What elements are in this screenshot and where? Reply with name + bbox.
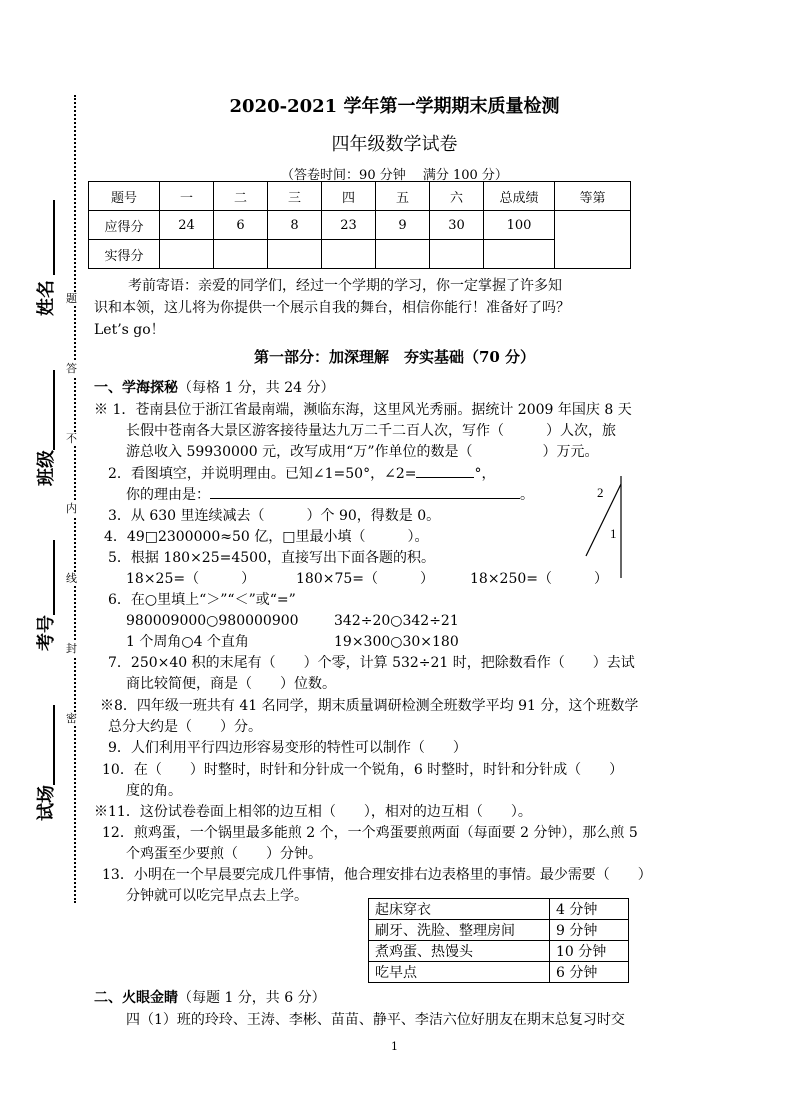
question-6b: 342÷20○342÷21: [334, 613, 459, 629]
exam-number-label: 考号: [36, 615, 57, 651]
score-input-cell[interactable]: [322, 240, 376, 269]
class-label: 班级: [36, 450, 57, 486]
score-input-cell[interactable]: [160, 240, 214, 269]
section2-line1: 四（1）班的玲玲、王涛、李彬、苗苗、静平、李洁六位好朋友在期末总复习时交: [126, 1012, 625, 1028]
task-time: 10 分钟: [550, 941, 629, 962]
question-10-line1: 10．在（ ）时整时，时针和分针成一个锐角，6 时整时，时针和分针成（ ）: [102, 762, 624, 778]
question-5b: 180×75=（ ）: [296, 571, 434, 587]
sidebar-char: 内: [66, 502, 77, 515]
question-1-line2: 长假中苍南各大景区游客接待量达九万二千二百人次，写作（ ）人次，旅: [126, 423, 616, 439]
page-number: 1: [391, 1040, 398, 1053]
part1-title: 第一部分：加深理解 夯实基础（70 分）: [253, 348, 536, 366]
question-12-line2: 个鸡蛋至少要煎（ ）分钟。: [126, 846, 322, 862]
angle-label-2: 2: [597, 485, 604, 500]
score-input-cell[interactable]: [268, 240, 322, 269]
score-header: 六: [430, 182, 484, 211]
score-cell: 23: [322, 211, 376, 240]
question-6d: 19×300○30×180: [334, 634, 459, 650]
exam-room-fill-line[interactable]: [53, 705, 55, 785]
score-cell: 实得分: [89, 240, 160, 269]
question-2-end: °，: [474, 466, 496, 482]
section1-heading: [94, 378, 335, 399]
task-row: [369, 941, 629, 962]
task-table: [368, 898, 629, 983]
intro-line: 识和本领，这儿将为你提供一个展示自我的舞台，相信你能行！准备好了吗？: [94, 300, 570, 316]
question-13-line1: 13．小明在一个早晨要完成几件事情，他合理安排右边表格里的事情。最少需要（ ）: [102, 867, 652, 883]
sidebar-char: 密: [66, 712, 77, 725]
exam-room-label: 试场: [36, 785, 57, 821]
binding-dotted-line: [74, 95, 76, 903]
question-7-line2: 商比较简便，商是（ ）位数。: [126, 676, 336, 692]
question-10-line2: 度的角。: [126, 783, 182, 799]
question-11: ※11．这份试卷卷面上相邻的边互相（ ），相对的边互相（ ）。: [94, 804, 532, 820]
angle-label-1: 1: [610, 526, 617, 541]
score-cell: 9: [376, 211, 430, 240]
score-header: 三: [268, 182, 322, 211]
question-8-line2: 总分大约是（ ）分。: [108, 719, 262, 735]
score-header: 总成绩: [484, 182, 555, 211]
task-name: 刷牙、洗脸、整理房间: [369, 920, 550, 941]
exam-number-fill-line[interactable]: [53, 540, 55, 615]
question-5a: 18×25=（ ）: [126, 571, 256, 587]
section2-title: 二、火眼金睛: [94, 990, 178, 1006]
name-label: 姓名: [36, 280, 57, 316]
sidebar-char: 封: [66, 642, 77, 655]
angle2-blank[interactable]: [416, 477, 474, 478]
task-row: [369, 962, 629, 983]
question-3: 3．从 630 里连续减去（ ）个 90，得数是 0。: [108, 508, 441, 524]
score-header: 二: [214, 182, 268, 211]
score-cell: 30: [430, 211, 484, 240]
section2-note: （每题 1 分，共 6 分）: [178, 990, 326, 1006]
section2-heading: [94, 988, 326, 1009]
task-row: [369, 920, 629, 941]
question-1-line3: 游总收入 59930000 元，改写成用“万”作单位的数是（ ）万元。: [126, 444, 599, 460]
exam-title: 2020-2021 学年第一学期期末质量检测: [229, 96, 560, 117]
score-cell: 8: [268, 211, 322, 240]
question-7-line1: 7．250×40 积的末尾有（ ）个零，计算 532÷21 时，把除数看作（ ）去试: [108, 655, 635, 671]
score-input-cell[interactable]: [376, 240, 430, 269]
score-header: 五: [376, 182, 430, 211]
grade-cell[interactable]: [555, 211, 631, 269]
score-header: 等第: [555, 182, 631, 211]
score-input-cell[interactable]: [484, 240, 555, 269]
score-cell: 应得分: [89, 211, 160, 240]
score-cell: 100: [484, 211, 555, 240]
section1-note: （每格 1 分，共 24 分）: [178, 380, 335, 396]
question-13-line2: 分钟就可以吃完早点去上学。: [126, 888, 308, 904]
question-6a: 980009000○980000900: [126, 613, 299, 629]
question-4: 4．49□2300000≈50 亿，□里最小填（ ）。: [104, 529, 429, 545]
question-5c: 18×250=（ ）: [470, 571, 608, 587]
task-name: 煮鸡蛋、热馒头: [369, 941, 550, 962]
sidebar-char: 题: [66, 292, 77, 305]
score-cell: 24: [160, 211, 214, 240]
score-input-cell[interactable]: [430, 240, 484, 269]
score-header: 四: [322, 182, 376, 211]
question-5: 5．根据 180×25=4500，直接写出下面各题的积。: [108, 550, 435, 566]
exam-subtitle: 四年级数学试卷: [331, 134, 458, 155]
score-cell: 6: [214, 211, 268, 240]
intro-line: Let’s go！: [94, 322, 165, 338]
score-table: [88, 181, 631, 269]
intro-line: 考前寄语：亲爱的同学们，经过一个学期的学习，你一定掌握了许多知: [128, 278, 562, 294]
section1-title: 一、学海探秘: [94, 380, 178, 396]
angle-figure: [580, 470, 640, 582]
question-2-line1: [108, 464, 495, 485]
reason-blank[interactable]: [210, 498, 520, 499]
question-1-line1: ※ 1．苍南县位于浙江省最南端，濒临东海，这里风光秀丽。据统计 2009 年国庆 8 天: [94, 402, 632, 418]
task-time: 6 分钟: [550, 962, 629, 983]
score-header: 一: [160, 182, 214, 211]
question-12-line1: 12．煎鸡蛋，一个锅里最多能煎 2 个，一个鸡蛋要煎两面（每面要 2 分钟），那么煎 5: [102, 825, 638, 841]
sidebar-char: 不: [66, 432, 77, 445]
task-time: 9 分钟: [550, 920, 629, 941]
sidebar-char: 答: [66, 362, 77, 375]
question-2-text: 2．看图填空，并说明理由。已知∠1=50°，∠2=: [108, 466, 417, 482]
task-name: 吃早点: [369, 962, 550, 983]
name-fill-line[interactable]: [53, 200, 55, 275]
sidebar-char: 线: [66, 572, 77, 585]
task-time: 4 分钟: [550, 899, 629, 920]
score-input-cell[interactable]: [214, 240, 268, 269]
question-6c: 1 个周角○4 个直角: [126, 634, 249, 650]
score-header: 题号: [89, 182, 160, 211]
question-2-line2: 你的理由是： 。: [126, 487, 534, 503]
question-6: 6．在○里填上“＞”“＜”或“=”: [108, 592, 296, 608]
question-8-line1: ※8．四年级一班共有 41 名同学，期末质量调研检测全班数学平均 91 分，这个班数学: [100, 698, 639, 714]
time-note: （答卷时间：90 分钟 满分 100 分）: [281, 168, 508, 183]
task-name: 起床穿衣: [369, 899, 550, 920]
class-fill-line[interactable]: [53, 370, 55, 450]
question-9: 9．人们利用平行四边形容易变形的特性可以制作（ ）: [108, 740, 467, 756]
question-2-reason: 你的理由是：: [126, 487, 210, 503]
task-row: [369, 899, 629, 920]
